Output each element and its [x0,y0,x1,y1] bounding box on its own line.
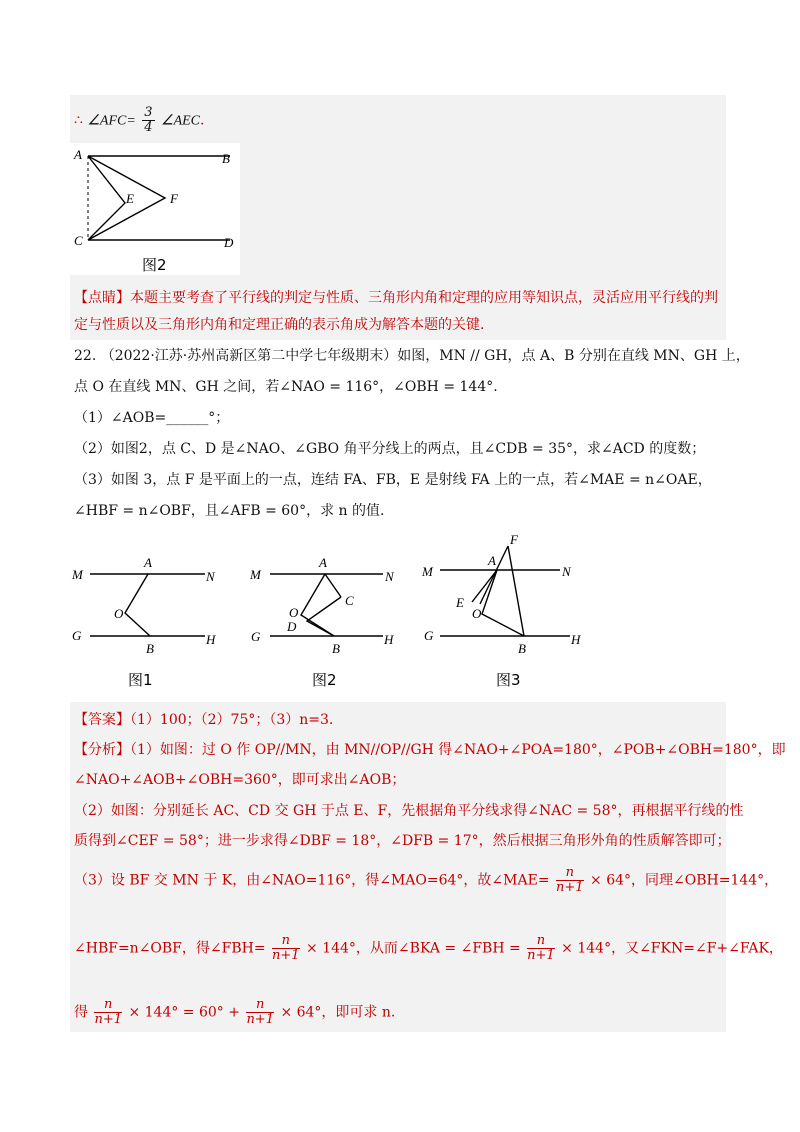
svg-text:G: G [251,629,261,644]
svg-text:O: O [472,606,482,621]
question-line-1: 22. （2022·江苏·苏州高新区第二中学七年级期末）如图，MN // GH，点 A、B 分别在直线 MN、GH 上， [74,348,750,364]
svg-text:A: A [144,555,152,570]
figure-2-top [70,143,240,275]
svg-text:A: A [488,553,496,568]
figure-1 [70,545,230,690]
question-part-2: （2）如图2，点 C、D 是∠NAO、∠GBO 角平分线上的两点，且∠CDB = 35°，求∠ACD 的度数； [74,441,706,457]
svg-text:D: D [287,619,297,634]
svg-text:E: E [456,595,464,610]
question-part-3b: ∠HBF = n∠OBF，且∠AFB = 60°，求 n 的值. [74,503,385,519]
label-A: A [74,147,82,162]
svg-text:图3: 图3 [496,671,521,689]
svg-text:O: O [114,606,124,621]
figure-2 [248,545,408,690]
svg-text:H: H [384,632,394,647]
label-B: B [222,151,230,166]
analysis-line-3: （2）如图：分别延长 AC、CD 交 GH 于点 E、F，先根据角平分线求得∠NAC = 58°，再根据平行线的性 [74,803,744,819]
svg-text:B: B [518,641,526,656]
svg-text:G: G [72,628,82,643]
svg-text:C: C [345,593,354,608]
analysis-line-4: 质得到∠CEF = 58°；进一步求得∠DBF = 18°，∠DFB = 17°，然后根据三角形外角的性质解答即可； [74,833,731,849]
svg-text:N: N [562,564,571,579]
svg-text:B: B [332,641,340,656]
label-E: E [126,191,134,206]
analysis-line-1: 【分析】（1）如图：过 O 作 OP//MN，由 MN//OP//GH 得∠NAO+∠POA=180°，∠POB+∠OBH=180°，即 [74,742,786,758]
conclusion-line: ∴ ∠AFC= $\frac{3}{4}$ ∠AEC. [74,105,205,135]
svg-text:M: M [72,567,83,582]
svg-text:图2: 图2 [312,671,337,689]
svg-text:A: A [319,555,327,570]
svg-text:H: H [206,632,216,647]
fraction-n-over-n-plus-1: $\frac{n}{n+1}$ [556,865,584,895]
svg-text:G: G [424,628,434,643]
figure-3 [420,532,595,690]
svg-text:B: B [146,641,154,656]
svg-text:N: N [385,569,394,584]
fraction-three-quarters: $\frac{3}{4}$ [144,105,153,135]
comment-line-1: 【点睛】本题主要考查了平行线的判定与性质、三角形内角和定理的应用等知识点，灵活应用平行线的判 [74,290,718,306]
question-line-2: 点 O 在直线 MN、GH 之间，若∠NAO = 116°，∠OBH = 144°. [74,379,498,395]
svg-text:F: F [510,532,518,547]
svg-text:M: M [250,567,261,582]
svg-text:H: H [571,632,581,647]
comment-line-2: 定与性质以及三角形内角和定理正确的表示角成为解答本题的关键. [74,317,485,333]
label-F: F [170,191,178,206]
label-C: C [74,233,83,248]
analysis-line-6: ∠HBF=n∠OBF，得∠FBH= $\frac{n}{n+1}$ × 144°，从而∠BKA = ∠FBH = $\frac{n}{n+1}$ × 144°，又∠FKN=∠F+∠FAK， [74,933,783,963]
svg-text:M: M [422,564,433,579]
figure-caption: 图2 [142,256,167,274]
question-part-1: （1）∠AOB=______°； [74,410,230,426]
svg-text:N: N [206,569,215,584]
svg-text:O: O [289,605,299,620]
label-D: D [224,235,234,250]
question-part-3a: （3）如图 3，点 F 是平面上的一点，连结 FA、FB，E 是射线 FA 上的一点，若∠MAE = n∠OAE， [74,472,712,488]
svg-text:图1: 图1 [128,671,153,689]
answer-line: 【答案】（1）100；（2）75°；（3）n=3. [74,712,334,728]
analysis-line-2: ∠NAO+∠AOB+∠OBH=360°，即可求出∠AOB； [74,772,406,788]
analysis-line-7: 得 $\frac{n}{n+1}$ × 144° = 60° + $\frac{n}{n+1}$ × 64°，即可求 n. [74,997,396,1027]
analysis-line-5: （3）设 BF 交 MN 于 K，由∠NAO=116°，得∠MAO=64°，故∠MAE= $\frac{n}{n+1}$ × 64°，同理∠OBH=144°， [74,865,779,895]
